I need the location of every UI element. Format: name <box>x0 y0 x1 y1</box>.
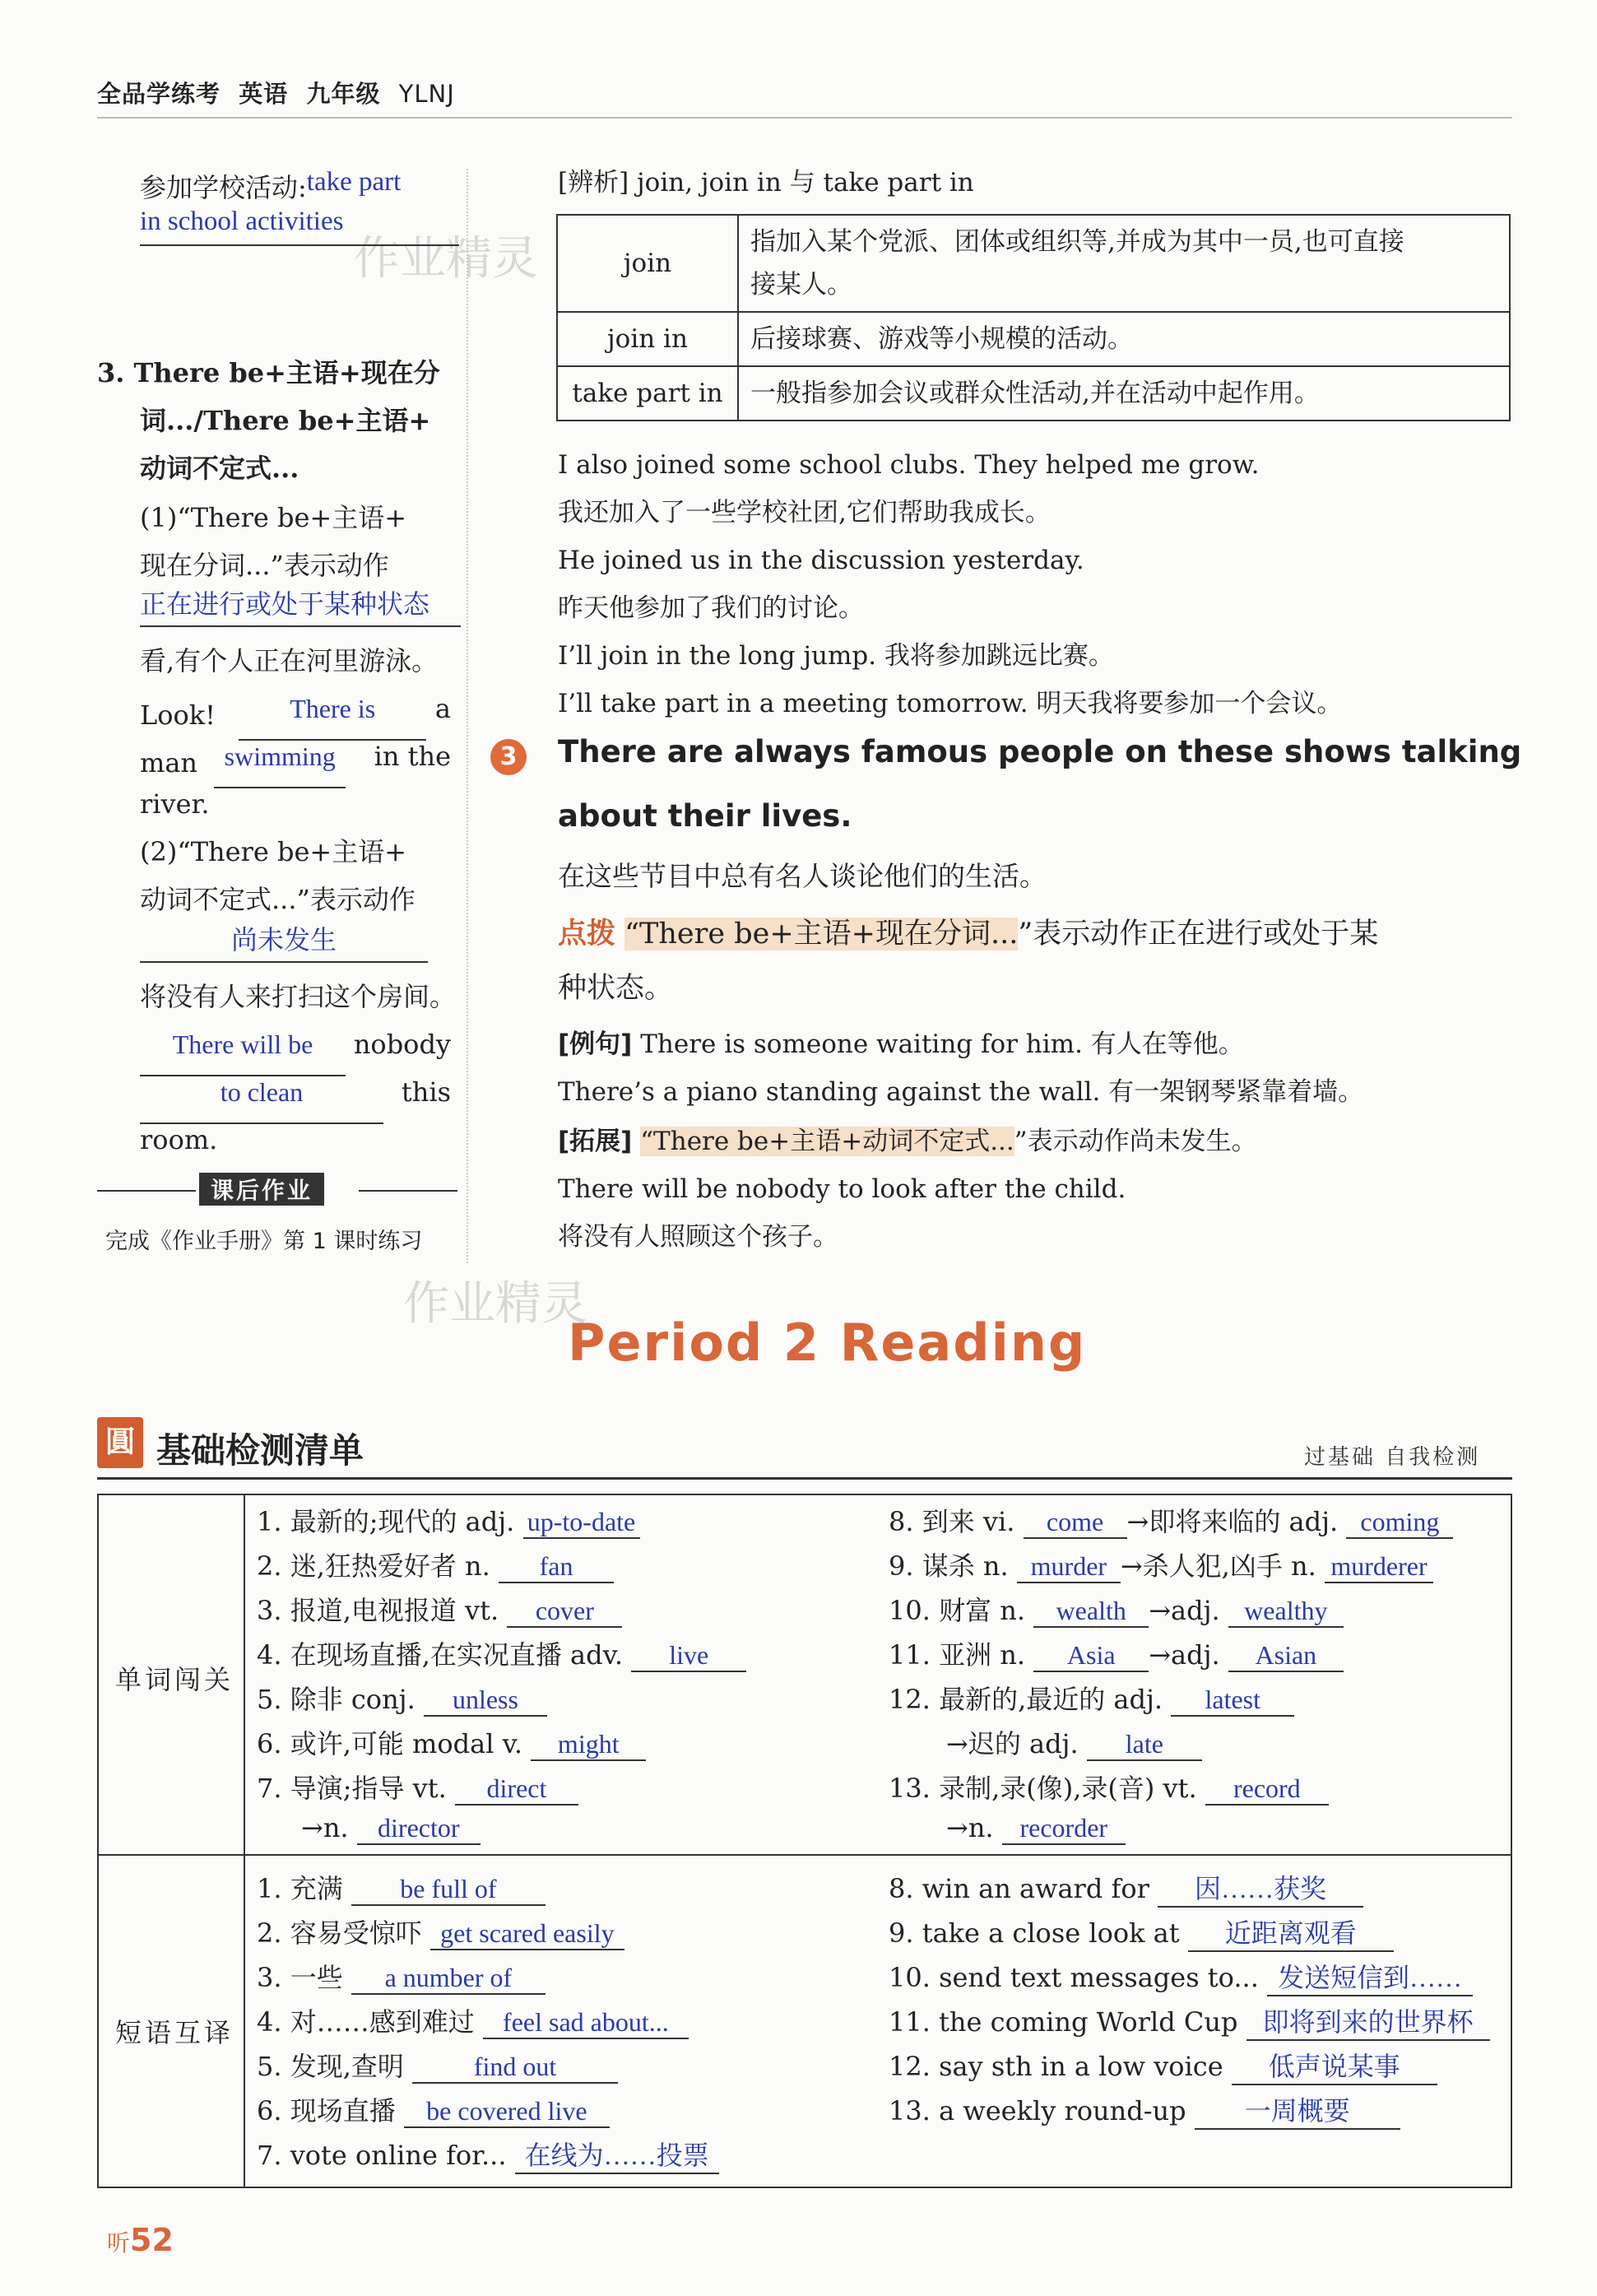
example-sentence <box>558 1020 1244 1068</box>
answer: 因……获奖 <box>1158 1868 1363 1908</box>
answer: find out <box>412 2052 618 2084</box>
answer: murder <box>1017 1551 1121 1583</box>
analysis-title: [辨析] join, join in 与 take part in <box>558 168 974 198</box>
question: 8. win an award for <box>889 1873 1149 1904</box>
box-divider <box>97 1854 1512 1856</box>
sub1-line: (1)“There be+主语+ <box>140 502 407 533</box>
answer: Asian <box>1228 1640 1344 1672</box>
answer: 一周概要 <box>1195 2090 1400 2130</box>
answer: might <box>531 1729 646 1761</box>
example-sentence: There’s a piano standing against the wall. 有一架钢琴紧靠着墙。 <box>558 1077 1364 1107</box>
sub2-line: 动词不定式...”表示动作 <box>140 884 415 915</box>
word-item <box>301 1812 480 1845</box>
phrase-item <box>889 1957 1473 1996</box>
phrase-item <box>889 1868 1363 1908</box>
word-item <box>257 1501 640 1539</box>
question: →即将来临的 adj. <box>1126 1506 1339 1537</box>
question: 10. 财富 n. <box>889 1595 1026 1626</box>
question: 9. 谋杀 n. <box>889 1550 1009 1582</box>
comparison-table <box>556 214 1511 421</box>
header-code: YLNJ <box>398 80 455 108</box>
answer: a number of <box>351 1963 545 1995</box>
desc-text: 指加入某个党派、团体或组织等,并成为其中一员,也可直接 <box>750 227 1404 257</box>
category-phrases: 短语互译 <box>115 2017 234 2048</box>
sentence-translation: 在这些节目中总有名人谈论他们的生活。 <box>558 860 1047 892</box>
sub1-line: 看,有个人正在河里游泳。 <box>140 645 439 676</box>
question: 8. 到来 vi. <box>889 1506 1015 1537</box>
homework-label: 课后作业 <box>199 1173 324 1206</box>
table-desc: 一般指参加会议或群众性活动,并在活动中起作用。 <box>738 366 1510 421</box>
word-item <box>946 1812 1126 1845</box>
answer: 即将到来的世界杯 <box>1246 2001 1490 2041</box>
word-item <box>889 1768 1329 1806</box>
tip-highlight: “There be+主语+现在分词... <box>624 918 1019 950</box>
column-divider <box>467 169 468 1263</box>
tip-line <box>558 910 1378 958</box>
extension-text: ”表示动作尚未发生。 <box>1014 1127 1257 1156</box>
phrase-item <box>889 2090 1400 2130</box>
answer: direct <box>455 1773 578 1806</box>
word-item <box>257 1634 746 1672</box>
page-number: 52 <box>130 2222 174 2258</box>
question: 7. 导演;指导 vt. <box>257 1773 447 1804</box>
table-row <box>557 366 1510 421</box>
question: 10. send text messages to... <box>889 1962 1259 1993</box>
answer: latest <box>1171 1685 1294 1717</box>
extension-sentence: 将没有人照顾这个孩子。 <box>558 1222 838 1252</box>
left-p1-line2 <box>140 198 459 246</box>
phrase-item <box>889 1913 1394 1952</box>
header-subject: 英语 <box>239 80 289 108</box>
phrase-item <box>257 2090 610 2128</box>
question: 13. 录制,录(像),录(音) vt. <box>889 1773 1197 1804</box>
question: 9. take a close look at <box>889 1917 1180 1949</box>
answer: murderer <box>1325 1551 1433 1583</box>
extension-highlight: “There be+主语+动词不定式... <box>640 1127 1014 1156</box>
word-item <box>257 1590 622 1628</box>
desc-text: 接某人。 <box>750 270 852 300</box>
question: 11. the coming World Cup <box>889 2006 1238 2038</box>
answer: 发送短信到…… <box>1267 1957 1473 1996</box>
key-sentence: There are always famous people on these shows talking <box>558 734 1522 769</box>
answer: recorder <box>1002 1813 1126 1845</box>
word-item <box>889 1679 1294 1717</box>
word-item <box>946 1723 1202 1761</box>
tip-text: ”表示动作正在进行或处于某 <box>1018 918 1379 950</box>
answer: 在线为……投票 <box>515 2135 719 2174</box>
sub1-answer-line <box>140 583 461 627</box>
answer: feel sad about... <box>483 2007 689 2039</box>
word-item <box>257 1723 646 1761</box>
question: 2. 迷,狂热爱好者 n. <box>257 1550 490 1582</box>
word: Look! <box>140 699 216 731</box>
question: →杀人犯,凶手 n. <box>1120 1550 1316 1582</box>
footer-label: 听 <box>107 2229 131 2256</box>
answer: 低声说某事 <box>1232 2046 1437 2085</box>
answer: take part <box>306 167 402 197</box>
section-title: 基础检测清单 <box>156 1430 364 1471</box>
word: a <box>434 693 451 724</box>
answer: wealth <box>1033 1596 1149 1628</box>
word: man <box>140 747 198 779</box>
word: in the <box>374 741 451 772</box>
item3-title: 3. There be+主语+现在分 <box>97 357 440 388</box>
answer: record <box>1205 1773 1329 1806</box>
section-rule <box>97 1477 1512 1480</box>
section-subtitle: 过基础 自我检测 <box>1304 1445 1481 1470</box>
question: 12. say sth in a low voice <box>889 2051 1223 2082</box>
answer: be full of <box>351 1874 545 1906</box>
word-item <box>889 1545 1433 1583</box>
section-icon: 圓 <box>97 1417 143 1468</box>
example-line: I’ll take part in a meeting tomorrow. 明天我将要参加一个会议。 <box>558 689 1343 718</box>
answer: unless <box>424 1685 547 1717</box>
question: 1. 最新的;现代的 adj. <box>257 1506 515 1537</box>
tip-line: 种状态。 <box>558 972 674 1005</box>
question: →adj. <box>1149 1595 1220 1626</box>
answer-blank <box>214 732 346 788</box>
page-footer <box>107 2222 174 2258</box>
sub2-line: (2)“There be+主语+ <box>140 836 407 867</box>
table-key: join <box>557 215 738 312</box>
example-line: He joined us in the discussion yesterday. <box>558 546 1084 575</box>
question: 5. 除非 conj. <box>257 1684 415 1715</box>
word-item <box>257 1768 578 1806</box>
word: this <box>401 1076 451 1108</box>
ex1-line: river. <box>140 788 210 820</box>
item3-title: 动词不定式... <box>140 453 299 484</box>
question: →adj. <box>1149 1639 1220 1671</box>
answer: wealthy <box>1228 1596 1344 1628</box>
word-item <box>889 1634 1344 1672</box>
answer: director <box>357 1813 480 1845</box>
word-item <box>257 1545 614 1583</box>
example-line: 我还加入了一些学校社团,它们帮助我成长。 <box>558 498 1051 528</box>
answer: be covered live <box>404 2096 610 2128</box>
question: →n. <box>946 1812 994 1843</box>
item3-title: 词.../There be+主语+ <box>140 405 431 436</box>
phrase-item <box>889 2046 1437 2085</box>
tip-label: 点拨 <box>558 918 616 950</box>
answer: to clean <box>220 1077 304 1107</box>
answer: There is <box>290 694 376 723</box>
answer: get scared easily <box>430 1918 624 1950</box>
answer: 尚未发生 <box>230 925 337 955</box>
question: 6. 现场直播 <box>257 2095 396 2126</box>
question: →迟的 adj. <box>946 1728 1079 1759</box>
example-line: I also joined some school clubs. They helped me grow. <box>558 450 1260 480</box>
table-key: join in <box>557 312 738 366</box>
phrase-item <box>257 1913 624 1950</box>
divider <box>359 1190 457 1192</box>
answer: Asia <box>1033 1640 1149 1672</box>
question: 11. 亚洲 n. <box>889 1639 1026 1671</box>
example-text: There is someone waiting for him. 有人在等他。 <box>640 1029 1244 1059</box>
extension-label: [拓展] <box>558 1127 633 1156</box>
answer: live <box>631 1640 746 1672</box>
watermark: 作业精灵 <box>403 1277 587 1331</box>
word: nobody <box>353 1029 451 1060</box>
question: 1. 充满 <box>257 1873 343 1904</box>
phrase-item <box>257 2135 719 2174</box>
answer: come <box>1024 1507 1127 1539</box>
question: 4. 在现场直播,在实况直播 adv. <box>257 1639 624 1671</box>
header-title: 全品学练考 <box>97 80 221 108</box>
word-item <box>257 1679 547 1717</box>
answer: 正在进行或处于某种状态 <box>140 589 430 619</box>
question: 4. 对……感到难过 <box>257 2006 475 2038</box>
phrase-item <box>889 2001 1490 2041</box>
answer: late <box>1087 1729 1202 1761</box>
sub2-line: 将没有人来打扫这个房间。 <box>140 981 457 1012</box>
word-item <box>889 1590 1344 1628</box>
question: 7. vote online for... <box>257 2140 507 2171</box>
key-sentence: about their lives. <box>558 798 852 834</box>
answer: fan <box>499 1551 614 1583</box>
sentence-number: 3 <box>490 739 527 775</box>
header-rule <box>97 117 1512 119</box>
answer: coming <box>1346 1507 1453 1539</box>
box-divider <box>244 1494 245 2188</box>
example-line: 昨天他参加了我们的讨论。 <box>558 593 864 623</box>
example-line: I’ll join in the long jump. 我将参加跳远比赛。 <box>558 641 1114 671</box>
answer: cover <box>507 1596 622 1628</box>
phrase-item <box>257 2001 689 2039</box>
page-header <box>97 76 455 109</box>
ex2-line: room. <box>140 1124 218 1155</box>
sub2-answer-line <box>140 918 428 963</box>
table-desc <box>738 215 1510 312</box>
phrase-item <box>257 1868 545 1906</box>
question: 3. 报道,电视报道 vt. <box>257 1595 499 1626</box>
period-title: Period 2 Reading <box>568 1313 1087 1373</box>
answer: 近距离观看 <box>1188 1913 1394 1952</box>
extension-line <box>558 1118 1257 1165</box>
extension-sentence: There will be nobody to look after the child. <box>558 1174 1126 1204</box>
table-key: take part in <box>557 366 738 421</box>
p1-text: 参加学校活动: <box>140 172 307 203</box>
example-label: [例句] <box>558 1029 633 1059</box>
answer: There will be <box>172 1029 313 1059</box>
table-row <box>557 215 1510 312</box>
answer: swimming <box>224 741 336 771</box>
header-grade: 九年级 <box>306 80 381 108</box>
table-desc: 后接球赛、游戏等小规模的活动。 <box>738 312 1510 366</box>
sub1-line: 现在分词...”表示动作 <box>140 550 389 581</box>
question: 3. 一些 <box>257 1962 343 1993</box>
question: 5. 发现,查明 <box>257 2051 404 2082</box>
watermark: 作业精灵 <box>354 232 538 286</box>
question: →n. <box>301 1812 349 1843</box>
homework-text: 完成《作业手册》第 1 课时练习 <box>105 1229 423 1254</box>
phrase-item <box>257 2046 618 2084</box>
question: 13. a weekly round-up <box>889 2095 1186 2126</box>
question: 2. 容易受惊吓 <box>257 1917 422 1949</box>
category-words: 单词闯关 <box>115 1664 234 1695</box>
phrase-item <box>257 1957 545 1995</box>
answer: in school activities <box>140 207 344 236</box>
word-item <box>889 1501 1453 1539</box>
question: 6. 或许,可能 modal v. <box>257 1728 523 1759</box>
table-row <box>557 312 1510 366</box>
answer: up-to-date <box>523 1507 640 1539</box>
divider <box>97 1190 196 1192</box>
question: 12. 最新的,最近的 adj. <box>889 1684 1163 1715</box>
